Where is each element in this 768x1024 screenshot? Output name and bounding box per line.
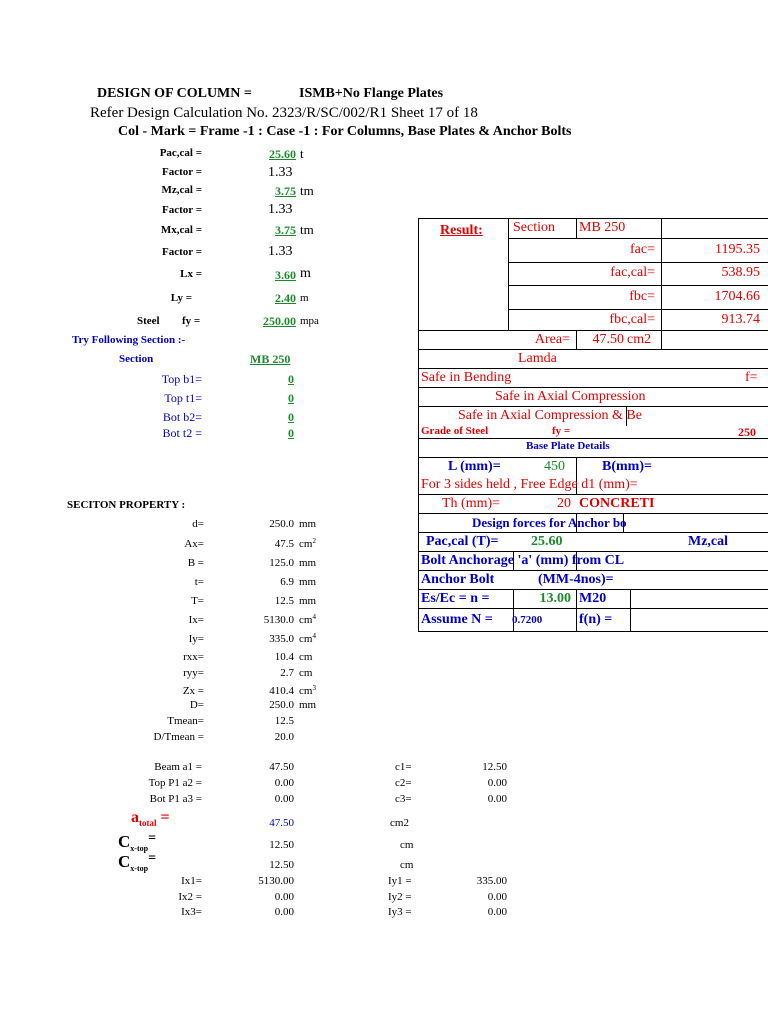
section-property-unit: mm (299, 518, 317, 530)
section-property-value: 10.4 (274, 651, 294, 663)
top-p1-a2-value: 0.00 (274, 777, 294, 789)
cx-top-value-1: 12.50 (269, 839, 294, 851)
iy2-label: Iy2 = (388, 891, 412, 903)
design-value: ISMB+No Flange Plates (299, 86, 444, 101)
f-eq: f= (745, 371, 758, 385)
c1-label: c1= (395, 761, 412, 773)
cx-top-label-2: $C_{x-top}^=$ (118, 851, 157, 873)
factor1-label: Factor = (162, 166, 202, 178)
result-label: Result: (440, 224, 483, 238)
try-following-label: Try Following Section :- (72, 334, 186, 346)
section-property-unit: mm (299, 699, 317, 711)
lx-value: 3.60 (275, 268, 296, 282)
fbccal-value: 913.74 (721, 313, 760, 327)
pac-label: Pac,cal = (159, 147, 202, 159)
section-property-value: 12.5 (274, 595, 294, 607)
fac-value: 1195.35 (715, 243, 760, 257)
safe-bending: Safe in Bending (421, 371, 512, 385)
section-property-value: 335.0 (269, 633, 294, 645)
th-mm-label: Th (mm)= (442, 497, 501, 511)
pac-cal-t-value: 25.60 (531, 535, 563, 549)
iy1-label: Iy1 = (388, 875, 412, 887)
fbccal-label: fbc,cal= (609, 313, 655, 327)
cx-top-label-1: $C_{x-top}^=$ (118, 831, 157, 853)
area-value: 47.50 (592, 333, 624, 347)
l-mm-value: 450 (544, 460, 565, 474)
bot-b2-label: Bot b2= (162, 410, 202, 424)
three-sides-held: For 3 sides held , Free Edge d1 (mm)= (421, 478, 638, 492)
c2-value: 0.00 (487, 777, 507, 789)
section-label: Section (119, 353, 154, 365)
ix1-label: Ix1= (181, 875, 202, 887)
pac-unit: t (300, 146, 304, 161)
mx-value: 3.75 (275, 223, 296, 237)
steel-label: Steel (137, 315, 160, 327)
safe-axial: Safe in Axial Compression (495, 390, 646, 404)
es-ec-value: 13.00 (539, 592, 571, 606)
mz-value: 3.75 (275, 184, 296, 198)
a-total-label: $a_{total}$ = (131, 809, 170, 828)
bot-p1-a3-value: 0.00 (274, 793, 294, 805)
design-forces-label: Design forces for Anchor bo (472, 516, 627, 529)
fy-value: 250.00 (263, 314, 296, 328)
section-property-unit: mm (299, 557, 317, 569)
top-p1-a2-label: Top P1 a2 = (148, 777, 202, 789)
beam-a1-label: Beam a1 = (154, 761, 202, 773)
section-property-value: 250.0 (269, 699, 294, 711)
section-property-unit: $cm^4$ (299, 632, 316, 645)
th-mm-value: 20 (557, 497, 571, 511)
concrete-grade: M20 (579, 592, 607, 606)
ix2-value: 0.00 (274, 891, 294, 903)
section-property-label: ryy= (183, 667, 204, 679)
section-property-unit: mm (299, 576, 317, 588)
ix3-label: Ix3= (181, 906, 202, 918)
top-t1-label: Top t1= (164, 391, 202, 405)
grade-value-text: 250 (738, 426, 756, 438)
section-property-value: 410.4 (269, 685, 294, 697)
a-total-unit: cm2 (390, 817, 409, 829)
es-ec-label: Es/Ec = n = (421, 592, 490, 606)
mx-label: Mx,cal = (160, 224, 202, 236)
section-property-value: 47.5 (274, 538, 294, 550)
section-property-label: D/Tmean = (153, 731, 204, 743)
anchor-bolt-spec: (MM-4nos)= (538, 573, 614, 587)
iy2-value: 0.00 (487, 891, 507, 903)
section-property-unit: mm (299, 595, 317, 607)
b-mm-label: B(mm)= (602, 460, 652, 474)
section-value: MB 250 (250, 352, 291, 366)
area-unit: cm2 (627, 333, 652, 347)
factor2-label: Factor = (162, 204, 202, 216)
col-mark-line: Col - Mark = Frame -1 : Case -1 : For Columns, Base Plates & Anchor Bolts (118, 124, 572, 139)
fbc-value: 1704.66 (714, 290, 760, 304)
base-plate-details: Base Plate Details (526, 441, 610, 452)
anchor-bolt-label: Anchor Bolt (421, 573, 495, 587)
section-property-label: Ax= (184, 538, 204, 550)
iy3-label: Iy3 = (388, 906, 412, 918)
design-label: DESIGN OF COLUMN = (97, 86, 252, 101)
section-property-label: D= (189, 699, 204, 711)
bot-t2-value: 0 (288, 426, 294, 440)
ix1-value: 5130.00 (258, 875, 294, 887)
iy1-value: 335.00 (476, 875, 507, 887)
cx-top-unit-1: cm (400, 839, 414, 851)
refer-line: Refer Design Calculation No. 2323/R/SC/002/R1 Sheet 17 of 18 (90, 105, 478, 121)
bot-p1-a3-label: Bot P1 a3 = (149, 793, 202, 805)
bot-b2-value: 0 (288, 410, 294, 424)
lx-unit: m (300, 266, 311, 281)
iy3-value: 0.00 (487, 906, 507, 918)
section-property-value: 5130.0 (263, 614, 294, 626)
section-property-label: t= (194, 576, 204, 588)
fbc-label: fbc= (629, 290, 655, 304)
c1-value: 12.50 (482, 761, 507, 773)
section-property-unit: cm (299, 651, 313, 663)
section-property-label: Ix= (188, 614, 204, 626)
mx-unit: tm (300, 222, 314, 237)
bolt-anchorage-label: Bolt Anchorage 'a' (mm) from CL (421, 554, 625, 568)
factor3-label: Factor = (162, 246, 202, 258)
mz-cal-label: Mz,cal (688, 535, 729, 549)
c2-label: c2= (395, 777, 412, 789)
result-panel (418, 218, 768, 632)
assume-n-label: Assume N = (421, 613, 493, 627)
pac-cal-t-label: Pac,cal (T)= (426, 535, 499, 549)
top-t1-value: 0 (288, 391, 294, 405)
section-property-label: Iy= (188, 633, 204, 645)
section-property-value: 6.9 (280, 576, 294, 588)
section-property-label: Tmean= (167, 715, 204, 727)
concrete-label: CONCRETI (579, 497, 655, 511)
beam-a1-value: 47.50 (269, 761, 294, 773)
grade-of-steel-label: Grade of Steel (421, 426, 489, 437)
ly-label: Ly = (170, 292, 192, 304)
top-b1-label: Top b1= (161, 372, 202, 386)
section-property-value: 125.0 (269, 557, 294, 569)
section-property-label: T= (191, 595, 204, 607)
mz-unit: tm (300, 183, 314, 198)
faccal-label: fac,cal= (610, 266, 655, 280)
faccal-value: 538.95 (721, 266, 760, 280)
section-property-label: B = (187, 557, 204, 569)
section-property-value: 12.5 (274, 715, 294, 727)
f-n-label: f(n) = (579, 613, 613, 627)
lamda-label: Lamda (518, 352, 557, 366)
ix3-value: 0.00 (274, 906, 294, 918)
l-mm-label: L (mm)= (448, 460, 501, 474)
a-total-value: 47.50 (269, 817, 294, 829)
bot-t2-label: Bot t2 = (162, 426, 202, 440)
fac-label: fac= (630, 243, 655, 257)
ly-value: 2.40 (275, 291, 296, 305)
fy-unit: mpa (300, 315, 319, 327)
section-property-value: 20.0 (274, 731, 294, 743)
section-property-value: 2.7 (280, 667, 294, 679)
pac-value: 25.60 (269, 147, 296, 161)
result-section-value: MB 250 (579, 221, 626, 235)
lx-label: Lx = (180, 268, 202, 280)
area-label: Area= (534, 333, 570, 347)
factor2-value: 1.33 (268, 202, 293, 217)
section-property-label: rxx= (183, 651, 204, 663)
section-property-unit: $cm^2$ (299, 537, 316, 550)
section-property-unit: cm (299, 667, 313, 679)
top-b1-value: 0 (288, 372, 294, 386)
section-property-label: d= (192, 518, 204, 530)
factor1-value: 1.33 (268, 165, 293, 180)
section-property-title: SECITON PROPERTY : (67, 499, 186, 511)
ly-unit: m (300, 292, 309, 304)
grade-fy-label: fy = (552, 426, 571, 437)
result-section-label: Section (513, 221, 555, 235)
section-property-value: 250.0 (269, 518, 294, 530)
ix2-label: Ix2 = (178, 891, 202, 903)
mz-label: Mz,cal = (161, 184, 202, 196)
fy-label: fy = (182, 315, 201, 327)
cx-top-value-2: 12.50 (269, 859, 294, 871)
c3-label: c3= (395, 793, 412, 805)
section-property-unit: $cm^3$ (299, 684, 316, 697)
cx-top-unit-2: cm (400, 859, 414, 871)
c3-value: 0.00 (487, 793, 507, 805)
factor3-value: 1.33 (268, 244, 293, 259)
assume-n-value: 0.7200 (512, 615, 543, 626)
section-property-label: Zx = (182, 685, 204, 697)
section-property-unit: $cm^4$ (299, 613, 316, 626)
safe-axial-bending: Safe in Axial Compression & Be (458, 409, 642, 423)
